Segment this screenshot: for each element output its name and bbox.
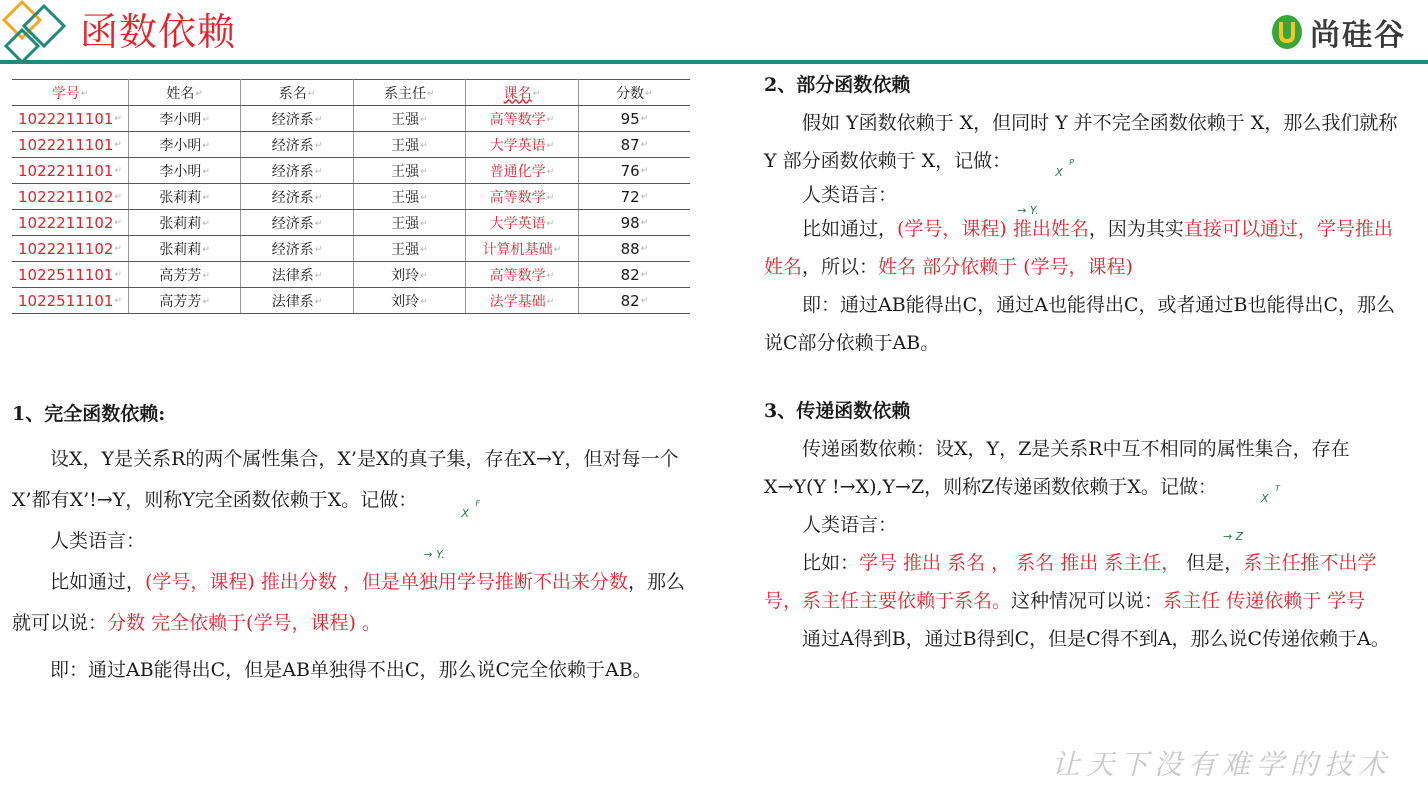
- example-text: 比如：: [802, 552, 860, 574]
- example-highlight: (学号，课程) 推出姓名: [897, 218, 1089, 240]
- dept-cell: 经济系↵: [241, 158, 353, 184]
- example-text: ，那么就可以说：: [12, 571, 685, 634]
- dept-cell: 法律系↵: [241, 262, 353, 288]
- table-row: [12, 106, 690, 132]
- dept-cell: 经济系↵: [241, 106, 353, 132]
- table-header-row: [12, 80, 690, 106]
- brand-logo: [1270, 10, 1406, 54]
- name-cell: 张莉莉↵: [128, 184, 240, 210]
- name-cell: 张莉莉↵: [128, 210, 240, 236]
- definition-text: 假如 Y函数依赖于 X，但同时 Y 并不完全函数依赖于 X，那么我们就称 Y 部分函数依赖于 X，记做：: [764, 112, 1398, 172]
- table-row: [12, 236, 690, 262]
- column-header: 学号↵: [12, 80, 128, 106]
- example-highlight: 系主任推不出学号，系主任主要依赖于系名。: [764, 552, 1377, 612]
- table-row: [12, 132, 690, 158]
- head-cell: 王强↵: [353, 184, 465, 210]
- course-cell: 计算机基础↵: [466, 236, 579, 262]
- summary-paragraph: 通过A得到B，通过B得到C，但是C得不到A，那么说C传递依赖于A。: [802, 628, 1390, 650]
- name-cell: 李小明↵: [128, 106, 240, 132]
- score-cell: 76↵: [578, 158, 690, 184]
- head-cell: 刘玲↵: [353, 288, 465, 314]
- example-paragraph: [764, 544, 1404, 620]
- table-row: [12, 158, 690, 184]
- dept-cell: 经济系↵: [241, 210, 353, 236]
- column-header: 系名↵: [241, 80, 353, 106]
- course-cell: 高等数学↵: [466, 184, 579, 210]
- score-cell: 82↵: [578, 262, 690, 288]
- student-id-cell: 1022511101↵: [12, 262, 128, 288]
- name-cell: 李小明↵: [128, 132, 240, 158]
- section-heading: 3、传递函数依赖: [764, 400, 911, 422]
- human-language-label: 人类语言：: [50, 530, 146, 552]
- notation-superscript: T: [1274, 484, 1280, 493]
- dept-cell: 经济系↵: [241, 184, 353, 210]
- head-cell: 王强↵: [353, 106, 465, 132]
- column-header: 课名↵: [466, 80, 579, 106]
- example-text: ，因为其实: [1088, 218, 1184, 240]
- example-highlight: 直接可以通过，学号推出姓名: [764, 218, 1393, 278]
- header-divider: [0, 60, 1428, 64]
- section-full-dependency: [12, 394, 690, 691]
- definition-text: 传递函数依赖：设X，Y，Z是关系R中互不相同的属性集合，存在X→Y(Y !→X),Y→Z，则称Z传递函数依赖于X。记做：: [764, 438, 1350, 498]
- example-highlight: 单独用学号推断不出来分数: [399, 571, 628, 593]
- column-header: 姓名↵: [128, 80, 240, 106]
- notation-superscript: F: [475, 499, 480, 508]
- student-course-table: [12, 79, 690, 314]
- example-text: 比如通过，: [802, 218, 898, 240]
- human-language-label: 人类语言：: [802, 514, 898, 536]
- transitive-dependency-notation: [1222, 478, 1280, 543]
- brand-mark-icon: [1270, 13, 1304, 51]
- student-id-cell: 1022211101↵: [12, 158, 128, 184]
- student-id-cell: 1022211101↵: [12, 106, 128, 132]
- column-header: 系主任↵: [353, 80, 465, 106]
- course-cell: 高等数学↵: [466, 106, 579, 132]
- diamond-logo-icon: [0, 0, 70, 66]
- dept-cell: 法律系↵: [241, 288, 353, 314]
- score-cell: 82↵: [578, 288, 690, 314]
- section-heading: 2、部分函数依赖: [764, 74, 911, 96]
- head-cell: 王强↵: [353, 236, 465, 262]
- table-row: [12, 210, 690, 236]
- score-cell: 72↵: [578, 184, 690, 210]
- student-id-cell: 1022211101↵: [12, 132, 128, 158]
- course-cell: 高等数学↵: [466, 262, 579, 288]
- example-paragraph: [764, 210, 1404, 286]
- watermark-slogan: 让天下没有难学的技术: [1051, 748, 1392, 781]
- full-dependency-notation: [423, 491, 480, 561]
- notation-main: X → Z: [1222, 492, 1269, 543]
- head-cell: 王强↵: [353, 158, 465, 184]
- example-highlight: 学号 推出 系名 ， 系名 推出 系主任，: [859, 552, 1181, 574]
- section-partial-dependency: [764, 66, 1404, 362]
- summary-paragraph: 即：通过AB能得出C，通过A也能得出C，或者通过B也能得出C，那么说C部分依赖于AB。: [764, 294, 1395, 354]
- table-row: [12, 184, 690, 210]
- example-paragraph: [12, 562, 690, 644]
- name-cell: 高芳芳↵: [128, 262, 240, 288]
- student-id-cell: 1022211102↵: [12, 184, 128, 210]
- example-highlight: (学号，课程) 推出分数 ，但是: [145, 571, 400, 593]
- table-row: [12, 262, 690, 288]
- page-title: 函数依赖: [80, 10, 237, 54]
- definition-text: 设X，Y是关系R的两个属性集合，X’是X的真子集，存在X→Y，但对每一个X’都有X’!→Y，则称Y完全函数依赖于X。记做：: [12, 448, 679, 511]
- head-cell: 王强↵: [353, 132, 465, 158]
- dept-cell: 经济系↵: [241, 132, 353, 158]
- partial-dependency-notation: [1017, 152, 1075, 217]
- student-id-cell: 1022211102↵: [12, 236, 128, 262]
- course-cell: 普通化学↵: [466, 158, 579, 184]
- name-cell: 李小明↵: [128, 158, 240, 184]
- head-cell: 刘玲↵: [353, 262, 465, 288]
- score-cell: 87↵: [578, 132, 690, 158]
- section-heading: 1、完全函数依赖:: [12, 403, 166, 425]
- column-header: 分数↵: [578, 80, 690, 106]
- student-id-cell: 1022511101↵: [12, 288, 128, 314]
- notation-main: X → Y.: [423, 507, 469, 561]
- header: [0, 0, 1428, 66]
- name-cell: 张莉莉↵: [128, 236, 240, 262]
- student-id-cell: 1022211102↵: [12, 210, 128, 236]
- summary-paragraph: 即：通过AB能得出C，但是AB单独得不出C，那么说C完全依赖于AB。: [50, 659, 652, 681]
- human-language-label: 人类语言：: [802, 184, 898, 206]
- course-cell: 大学英语↵: [466, 132, 579, 158]
- score-cell: 88↵: [578, 236, 690, 262]
- name-cell: 高芳芳↵: [128, 288, 240, 314]
- head-cell: 王强↵: [353, 210, 465, 236]
- dept-cell: 经济系↵: [241, 236, 353, 262]
- notation-superscript: P: [1069, 158, 1075, 167]
- table-row: [12, 288, 690, 314]
- example-text: 比如通过，: [50, 571, 146, 593]
- example-highlight: 分数 完全依赖于(学号，课程) 。: [107, 612, 381, 634]
- score-cell: 98↵: [578, 210, 690, 236]
- example-text: ，所以：: [802, 256, 879, 278]
- brand-name: 尚硅谷: [1310, 18, 1406, 53]
- score-cell: 95↵: [578, 106, 690, 132]
- section-transitive-dependency: [764, 392, 1404, 658]
- example-highlight: 姓名 部分依赖于 (学号，课程): [878, 256, 1133, 278]
- course-cell: 法学基础↵: [466, 288, 579, 314]
- example-highlight: 系主任 传递依赖于 学号: [1163, 590, 1366, 612]
- example-text: 但是，: [1180, 552, 1244, 574]
- example-text: 这种情况可以说：: [1011, 590, 1164, 612]
- notation-main: X → Y.: [1017, 166, 1063, 217]
- course-cell: 大学英语↵: [466, 210, 579, 236]
